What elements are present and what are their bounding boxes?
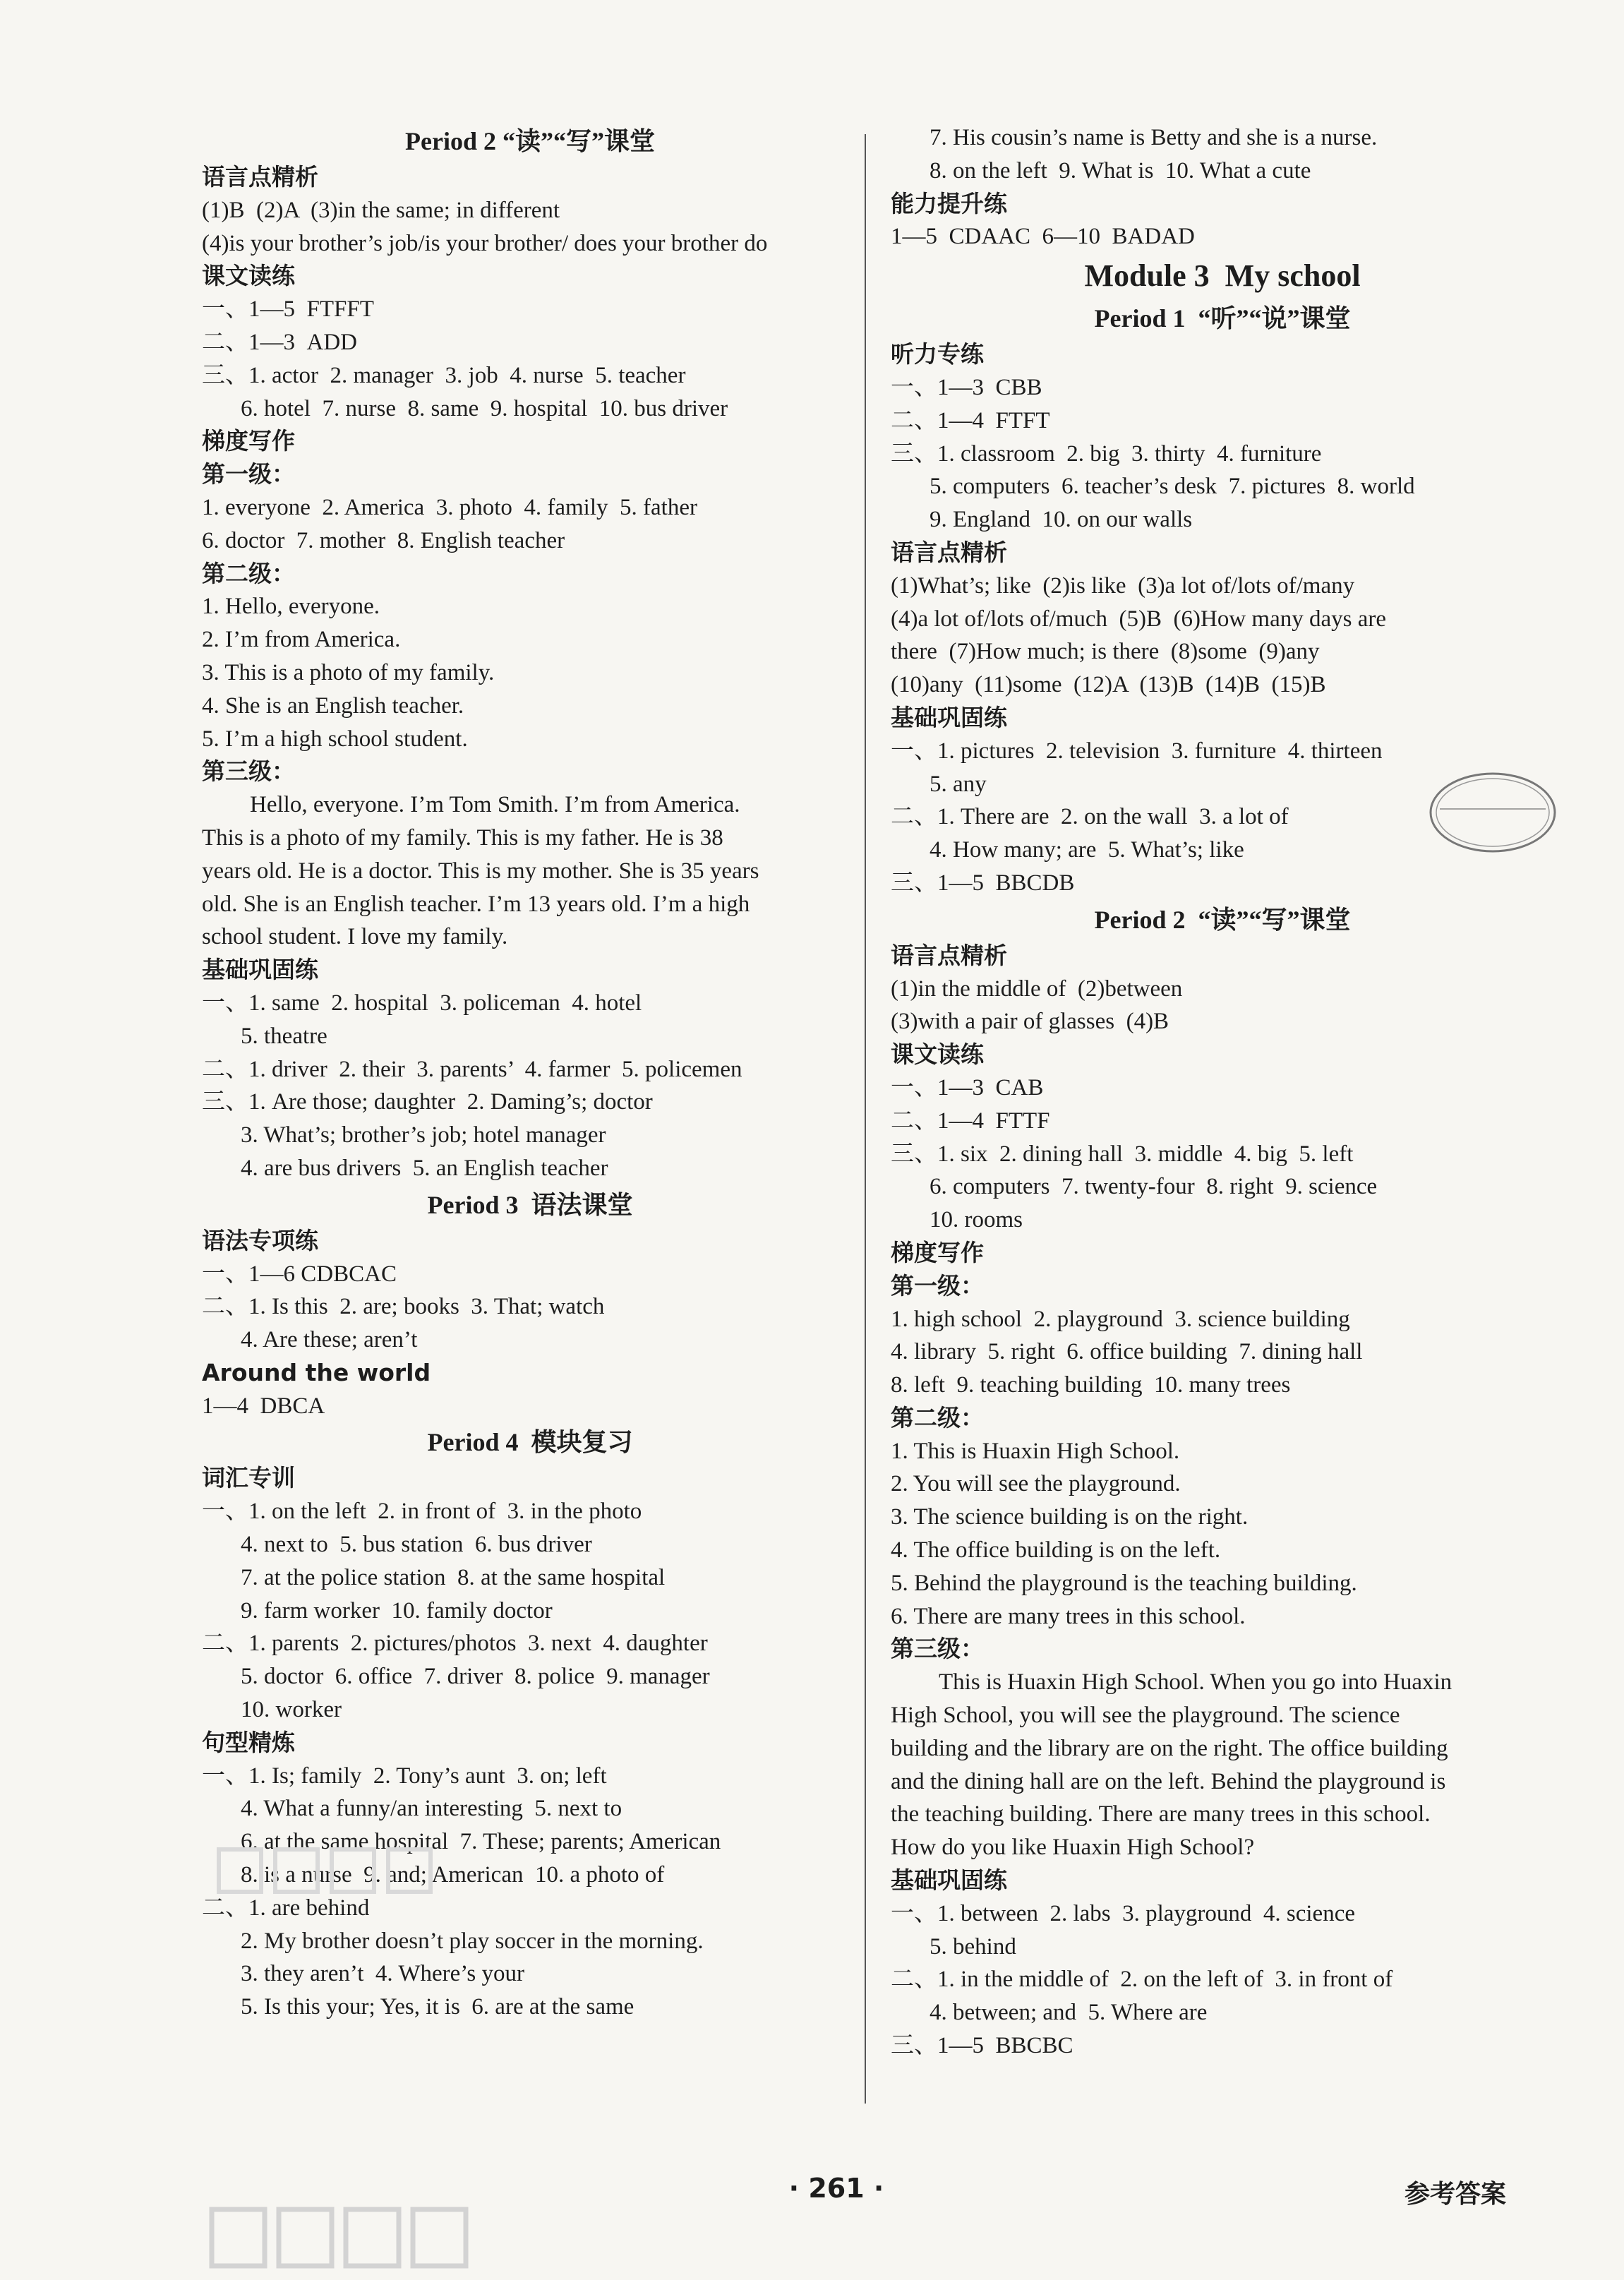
answer-line: 8. on the left 9. What is 10. What a cute	[930, 157, 1311, 184]
watermark-faint	[212, 1835, 438, 1906]
answer-line: 二、1. parents 2. pictures/photos 3. next 4. daughter	[202, 1631, 708, 1657]
answer-line: (1)What’s; like (2)is like (3)a lot of/lots of/many	[891, 572, 1355, 599]
answer-line: 6. doctor 7. mother 8. English teacher	[202, 527, 565, 553]
page-number: · 261 ·	[788, 2173, 884, 2204]
section-heading: 第二级：	[202, 559, 295, 587]
answer-line: 4. are bus drivers 5. an English teacher	[241, 1155, 608, 1181]
answer-line: 9. England 10. on our walls	[930, 507, 1193, 533]
answer-line: 5. doctor 6. office 7. driver 8. police 9. manager	[241, 1664, 710, 1690]
answer-line: 一、1. same 2. hospital 3. policeman 4. hotel	[202, 990, 642, 1016]
answer-line: (3)with a pair of glasses (4)B	[891, 1009, 1169, 1035]
answer-line: 5. Is this your; Yes, it is 6. are at the same	[241, 1994, 634, 2020]
answer-line: the teaching building. There are many trees in this school.	[891, 1801, 1431, 1828]
answer-line: 三、1. classroom 2. big 3. thirty 4. furniture	[891, 440, 1322, 467]
answer-line: 2. You will see the playground.	[891, 1471, 1181, 1497]
answer-line: This is a photo of my family. This is my father. He is 38	[202, 824, 723, 851]
answer-line: 8. left 9. teaching building 10. many trees	[891, 1372, 1291, 1398]
answer-line: (4)is your brother’s job/is your brother/ does your brother do	[202, 230, 768, 256]
watermark-stamp	[1426, 767, 1560, 858]
section-title: Module 3 My school	[1084, 258, 1361, 294]
watermark-logo	[205, 2199, 473, 2276]
section-heading: 基础巩固练	[891, 1866, 1007, 1895]
answer-line: 二、1—3 ADD	[202, 329, 357, 355]
answer-line: 1. everyone 2. America 3. photo 4. family 5. father	[202, 494, 697, 520]
answer-line: 6. There are many trees in this school.	[891, 1603, 1246, 1629]
section-heading: 梯度写作	[891, 1238, 984, 1266]
section-heading: 课文读练	[891, 1040, 984, 1069]
answer-line: 二、1—4 FTFT	[891, 407, 1050, 433]
answer-line: 4. The office building is on the left.	[891, 1537, 1221, 1564]
section-heading: 能力提升练	[891, 189, 1007, 217]
answer-line: there (7)How much; is there (8)some (9)any	[891, 639, 1320, 665]
answer-line: 10. worker	[241, 1697, 342, 1723]
answer-line: 4. next to 5. bus station 6. bus driver	[241, 1532, 592, 1558]
answer-line: 10. rooms	[930, 1207, 1023, 1233]
column-divider	[865, 134, 866, 2104]
section-heading: 基础巩固练	[202, 956, 318, 984]
answer-line: 二、1—4 FTTF	[891, 1108, 1050, 1134]
answer-line: 三、1—5 BBCDB	[891, 870, 1075, 896]
answer-line: 一、1—5 FTFFT	[202, 296, 374, 323]
answer-line: 4. What a funny/an interesting 5. next to	[241, 1796, 622, 1822]
answer-line: 三、1. Are those; daughter 2. Daming’s; doctor	[202, 1089, 653, 1115]
section-heading: 第二级：	[891, 1403, 984, 1432]
answer-line: school student. I love my family.	[202, 924, 508, 950]
answer-line: 4. between; and 5. Where are	[930, 2000, 1208, 2026]
section-heading: 词汇专训	[202, 1464, 295, 1492]
section-title: Period 3 语法课堂	[427, 1190, 633, 1219]
section-heading: 语法专项练	[202, 1226, 318, 1254]
answer-line: 一、1. on the left 2. in front of 3. in the photo	[202, 1499, 642, 1525]
answer-line: 3. The science building is on the right.	[891, 1504, 1249, 1530]
answer-line: 二、1. in the middle of 2. on the left of 3. in front of	[891, 1967, 1393, 1993]
section-heading: 第三级：	[202, 757, 295, 786]
answer-line: 9. farm worker 10. family doctor	[241, 1597, 553, 1624]
answer-line: 3. they aren’t 4. Where’s your	[241, 1961, 524, 1987]
answer-line: 6. hotel 7. nurse 8. same 9. hospital 10. bus driver	[241, 395, 728, 421]
section-heading: 梯度写作	[202, 427, 295, 455]
answer-line: 三、1. actor 2. manager 3. job 4. nurse 5. teacher	[202, 362, 686, 388]
section-title: Period 4 模块复习	[427, 1428, 633, 1457]
answer-line: 一、1—3 CAB	[891, 1074, 1044, 1100]
section-heading: 课文读练	[202, 262, 295, 290]
answer-line: 1—4 DBCA	[202, 1393, 325, 1419]
section-heading: 第一级：	[891, 1271, 984, 1300]
answer-line: 一、1—6 CDBCAC	[202, 1261, 397, 1287]
section-heading: 句型精炼	[202, 1728, 295, 1756]
section-title: Period 2 “读”“写”课堂	[405, 127, 655, 155]
answer-line: 一、1. Is; family 2. Tony’s aunt 3. on; left	[202, 1763, 607, 1789]
answer-line: 一、1—3 CBB	[891, 374, 1042, 400]
paragraph-line: Hello, everyone. I’m Tom Smith. I’m from America.	[250, 792, 740, 818]
section-heading: Around the world	[202, 1358, 431, 1386]
answer-line: 7. His cousin’s name is Betty and she is a nurse.	[930, 125, 1378, 150]
answer-line: 1. This is Huaxin High School.	[891, 1438, 1180, 1464]
answer-line: 8. is a nurse 9. and; American 10. a photo of	[241, 1862, 665, 1888]
answer-line: 7. at the police station 8. at the same hospital	[241, 1564, 666, 1590]
answer-line: 4. She is an English teacher.	[202, 692, 464, 719]
answer-line: 三、1. six 2. dining hall 3. middle 4. big 5. left	[891, 1141, 1354, 1167]
section-heading: 语言点精析	[891, 941, 1007, 969]
answer-line: 一、1. between 2. labs 3. playground 4. science	[891, 1900, 1356, 1926]
answer-line: 3. What’s; brother’s job; hotel manager	[241, 1122, 606, 1148]
answer-line: building and the library are on the right. The office building	[891, 1735, 1448, 1761]
answer-line: 二、1. are behind	[202, 1895, 370, 1921]
answer-line: 二、1. Is this 2. are; books 3. That; watch	[202, 1294, 605, 1320]
answer-line: years old. He is a doctor. This is my mother. She is 35 years	[202, 858, 759, 884]
section-heading: 基础巩固练	[891, 703, 1007, 731]
section-heading: 语言点精析	[202, 163, 318, 191]
paragraph-line: This is Huaxin High School. When you go into Huaxin	[939, 1669, 1452, 1696]
section-heading: 第三级：	[891, 1635, 984, 1663]
answer-line: 6. computers 7. twenty-four 8. right 9. science	[930, 1174, 1378, 1200]
answer-line: 二、1. driver 2. their 3. parents’ 4. farmer 5. policemen	[202, 1056, 742, 1082]
answer-line: 2. I’m from America.	[202, 627, 401, 653]
section-heading: 第一级：	[202, 460, 295, 488]
answer-line: (1)in the middle of (2)between	[891, 976, 1183, 1002]
left-column	[202, 121, 858, 2024]
answer-line: 5. behind	[930, 1933, 1016, 1960]
answer-line: 4. Are these; aren’t	[241, 1327, 418, 1353]
answer-line: (10)any (11)some (12)A (13)B (14)B (15)B	[891, 672, 1326, 698]
answer-line: 一、1. pictures 2. television 3. furniture 4. thirteen	[891, 738, 1383, 764]
answer-line: 5. Behind the playground is the teaching building.	[891, 1570, 1357, 1596]
section-heading: 语言点精析	[891, 538, 1007, 566]
section-heading: 听力专练	[891, 340, 984, 368]
section-title: Period 1 “听”“说”课堂	[1094, 304, 1351, 333]
answer-line: 1—5 CDAAC 6—10 BADAD	[891, 224, 1195, 250]
answer-line: and the dining hall are on the left. Behind the playground is	[891, 1768, 1446, 1794]
answer-line: 5. theatre	[241, 1023, 327, 1049]
section-title: Period 2 “读”“写”课堂	[1094, 905, 1351, 934]
answer-line: (1)B (2)A (3)in the same; in different	[202, 197, 560, 223]
answer-line: 5. I’m a high school student.	[202, 726, 468, 752]
answer-line: 5. computers 6. teacher’s desk 7. pictures 8. world	[930, 474, 1415, 500]
answer-line: 5. any	[930, 771, 987, 797]
answer-line: 二、1. There are 2. on the wall 3. a lot of	[891, 804, 1289, 830]
answer-line: 4. How many; are 5. What’s; like	[930, 837, 1244, 863]
answer-line: 三、1—5 BBCBC	[891, 2033, 1073, 2059]
answer-line: 6. at the same hospital 7. These; parents; American	[241, 1829, 721, 1855]
answer-line: 1. high school 2. playground 3. science building	[891, 1306, 1350, 1332]
answer-line: High School, you will see the playground. The science	[891, 1703, 1400, 1729]
right-column	[891, 121, 1554, 2063]
answer-line: 2. My brother doesn’t play soccer in the morning.	[241, 1928, 704, 1954]
answer-line: old. She is an English teacher. I’m 13 years old. I’m a high	[202, 891, 750, 917]
answer-line: (4)a lot of/lots of/much (5)B (6)How many days are	[891, 606, 1386, 632]
answer-line: 4. library 5. right 6. office building 7. dining hall	[891, 1339, 1363, 1365]
answer-line: 1. Hello, everyone.	[202, 594, 380, 620]
section-label: 参考答案	[1405, 2180, 1507, 2209]
answer-line: How do you like Huaxin High School?	[891, 1835, 1255, 1861]
answer-line: 3. This is a photo of my family.	[202, 659, 495, 685]
